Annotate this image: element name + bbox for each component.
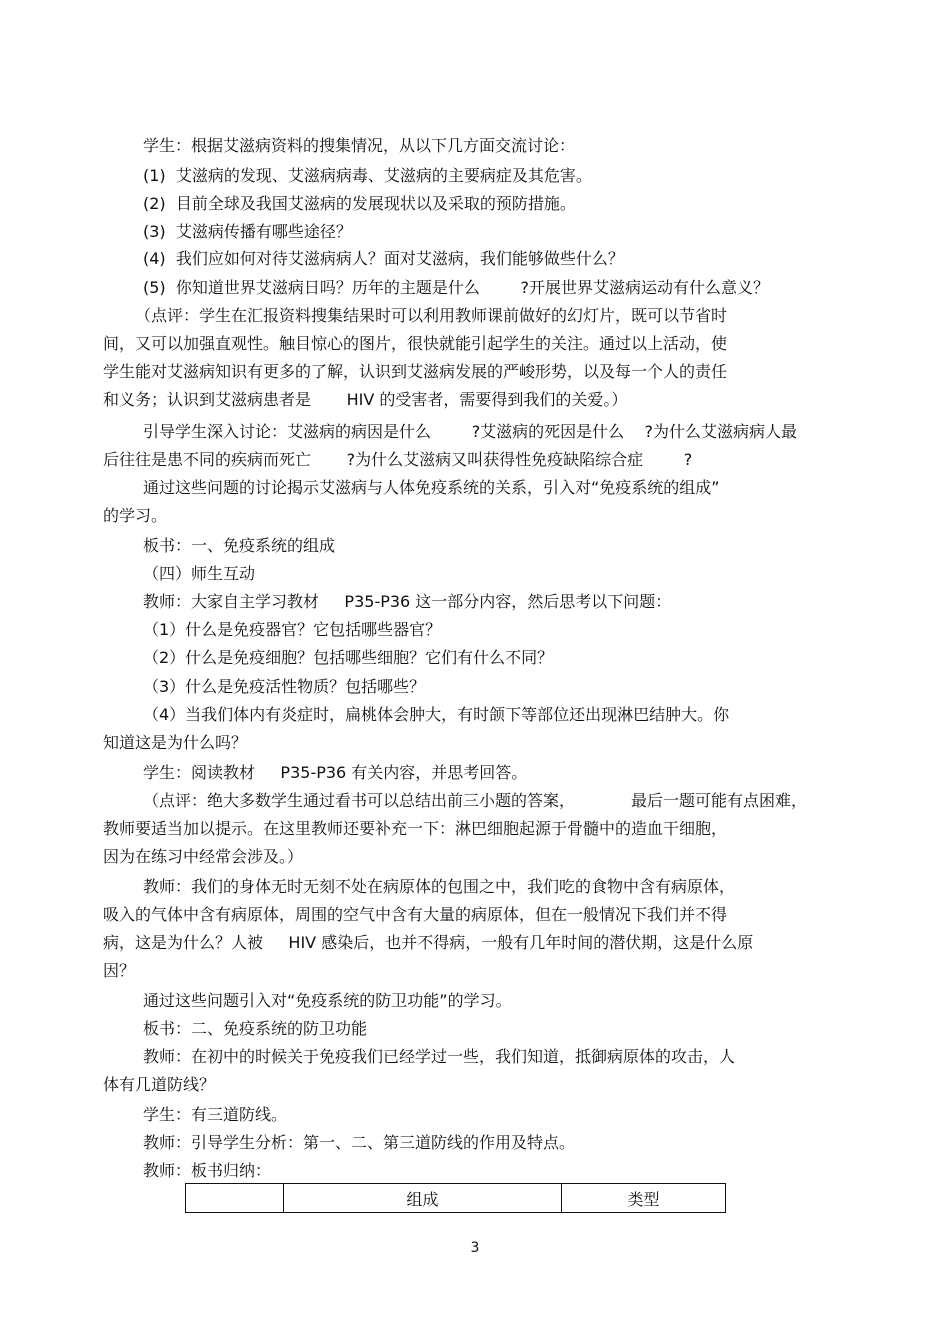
text-line: 后往往是患不同的疾病而死亡 ?为什么艾滋病又叫获得性免疫缺陷综合症 ?	[103, 450, 693, 469]
text-line: (3) 艾滋病传播有哪些途径？	[143, 222, 352, 241]
text-line: 教师：在初中的时候关于免疫我们已经学过一些，我们知道，抵御病原体的攻击，人	[143, 1047, 736, 1066]
text-line: 通过这些问题的讨论揭示艾滋病与人体免疫系统的关系，引入对“免疫系统的组成”	[143, 478, 720, 497]
text-line: （1）什么是免疫器官？它包括哪些器官？	[143, 620, 442, 639]
text-line: 学生能对艾滋病知识有更多的了解，认识到艾滋病发展的严峻形势，以及每一个人的责任	[103, 362, 728, 381]
text-line: (2) 目前全球及我国艾滋病的发展现状以及采取的预防措施。	[143, 194, 576, 213]
text-line: 因？	[103, 961, 136, 980]
table-header-cell: 组成	[284, 1184, 562, 1213]
text-line: (4) 我们应如何对待艾滋病病人？面对艾滋病，我们能够做些什么？	[143, 249, 624, 268]
text-line: （点评：学生在汇报资料搜集结果时可以利用教师课前做好的幻灯片，既可以节省时	[135, 306, 728, 325]
text-line: 和义务；认识到艾滋病患者是 HIV 的受害者，需要得到我们的关爱。）	[103, 390, 628, 409]
page-number: 3	[470, 1240, 480, 1256]
text-line: （4）当我们体内有炎症时，扁桃体会肿大，有时颌下等部位还出现淋巴结肿大。你	[143, 705, 730, 724]
text-line: 板书：二、免疫系统的防卫功能	[143, 1019, 368, 1038]
text-line: （点评：绝大多数学生通过看书可以总结出前三小题的答案， 最后一题可能有点困难，	[143, 791, 807, 810]
text-line: （2）什么是免疫细胞？包括哪些细胞？它们有什么不同？	[143, 648, 554, 667]
text-line: 学生：有三道防线。	[143, 1105, 288, 1124]
text-line: 学生：阅读教材 P35-P36 有关内容，并思考回答。	[143, 763, 528, 782]
defense-lines-table	[185, 1183, 726, 1213]
text-line: 病，这是为什么？人被 HIV 感染后，也并不得病，一般有几年时间的潜伏期，这是什么原	[103, 933, 754, 952]
text-line: (5) 你知道世界艾滋病日吗？历年的主题是什么 ?开展世界艾滋病运动有什么意义？	[143, 278, 770, 297]
text-line: 间，又可以加强直观性。触目惊心的图片，很快就能引起学生的关注。通过以上活动，使	[103, 334, 728, 353]
text-line: 教师：引导学生分析：第一、二、第三道防线的作用及特点。	[143, 1133, 576, 1152]
table-header-cell	[186, 1184, 284, 1213]
text-line: 体有几道防线？	[103, 1075, 216, 1094]
table-header-row	[186, 1184, 726, 1213]
text-line: 教师：大家自主学习教材 P35-P36 这一部分内容，然后思考以下问题：	[143, 592, 672, 611]
text-line: 教师要适当加以提示。在这里教师还要补充一下：淋巴细胞起源于骨髓中的造血干细胞，	[103, 819, 728, 838]
text-line: 因为在练习中经常会涉及。）	[103, 847, 304, 866]
text-line: 板书：一、免疫系统的组成	[143, 536, 336, 555]
text-line: （3）什么是免疫活性物质？包括哪些？	[143, 677, 426, 696]
text-line: 学生：根据艾滋病资料的搜集情况，从以下几方面交流讨论：	[143, 136, 576, 155]
text-line: (1) 艾滋病的发现、艾滋病病毒、艾滋病的主要病症及其危害。	[143, 166, 592, 185]
text-line: 教师：板书归纳：	[143, 1161, 272, 1180]
text-line: 的学习。	[103, 506, 168, 525]
text-line: 教师：我们的身体无时无刻不处在病原体的包围之中，我们吃的食物中含有病原体，	[143, 877, 736, 896]
table-header-cell: 类型	[562, 1184, 726, 1213]
text-line: 通过这些问题引入对“免疫系统的防卫功能”的学习。	[143, 991, 512, 1010]
text-line: 吸入的气体中含有病原体，周围的空气中含有大量的病原体，但在一般情况下我们并不得	[103, 905, 728, 924]
text-line: （四）师生互动	[143, 564, 256, 583]
text-line: 知道这是为什么吗？	[103, 733, 248, 752]
text-line: 引导学生深入讨论：艾滋病的病因是什么 ?艾滋病的死因是什么 ?为什么艾滋病病人最	[143, 422, 798, 441]
